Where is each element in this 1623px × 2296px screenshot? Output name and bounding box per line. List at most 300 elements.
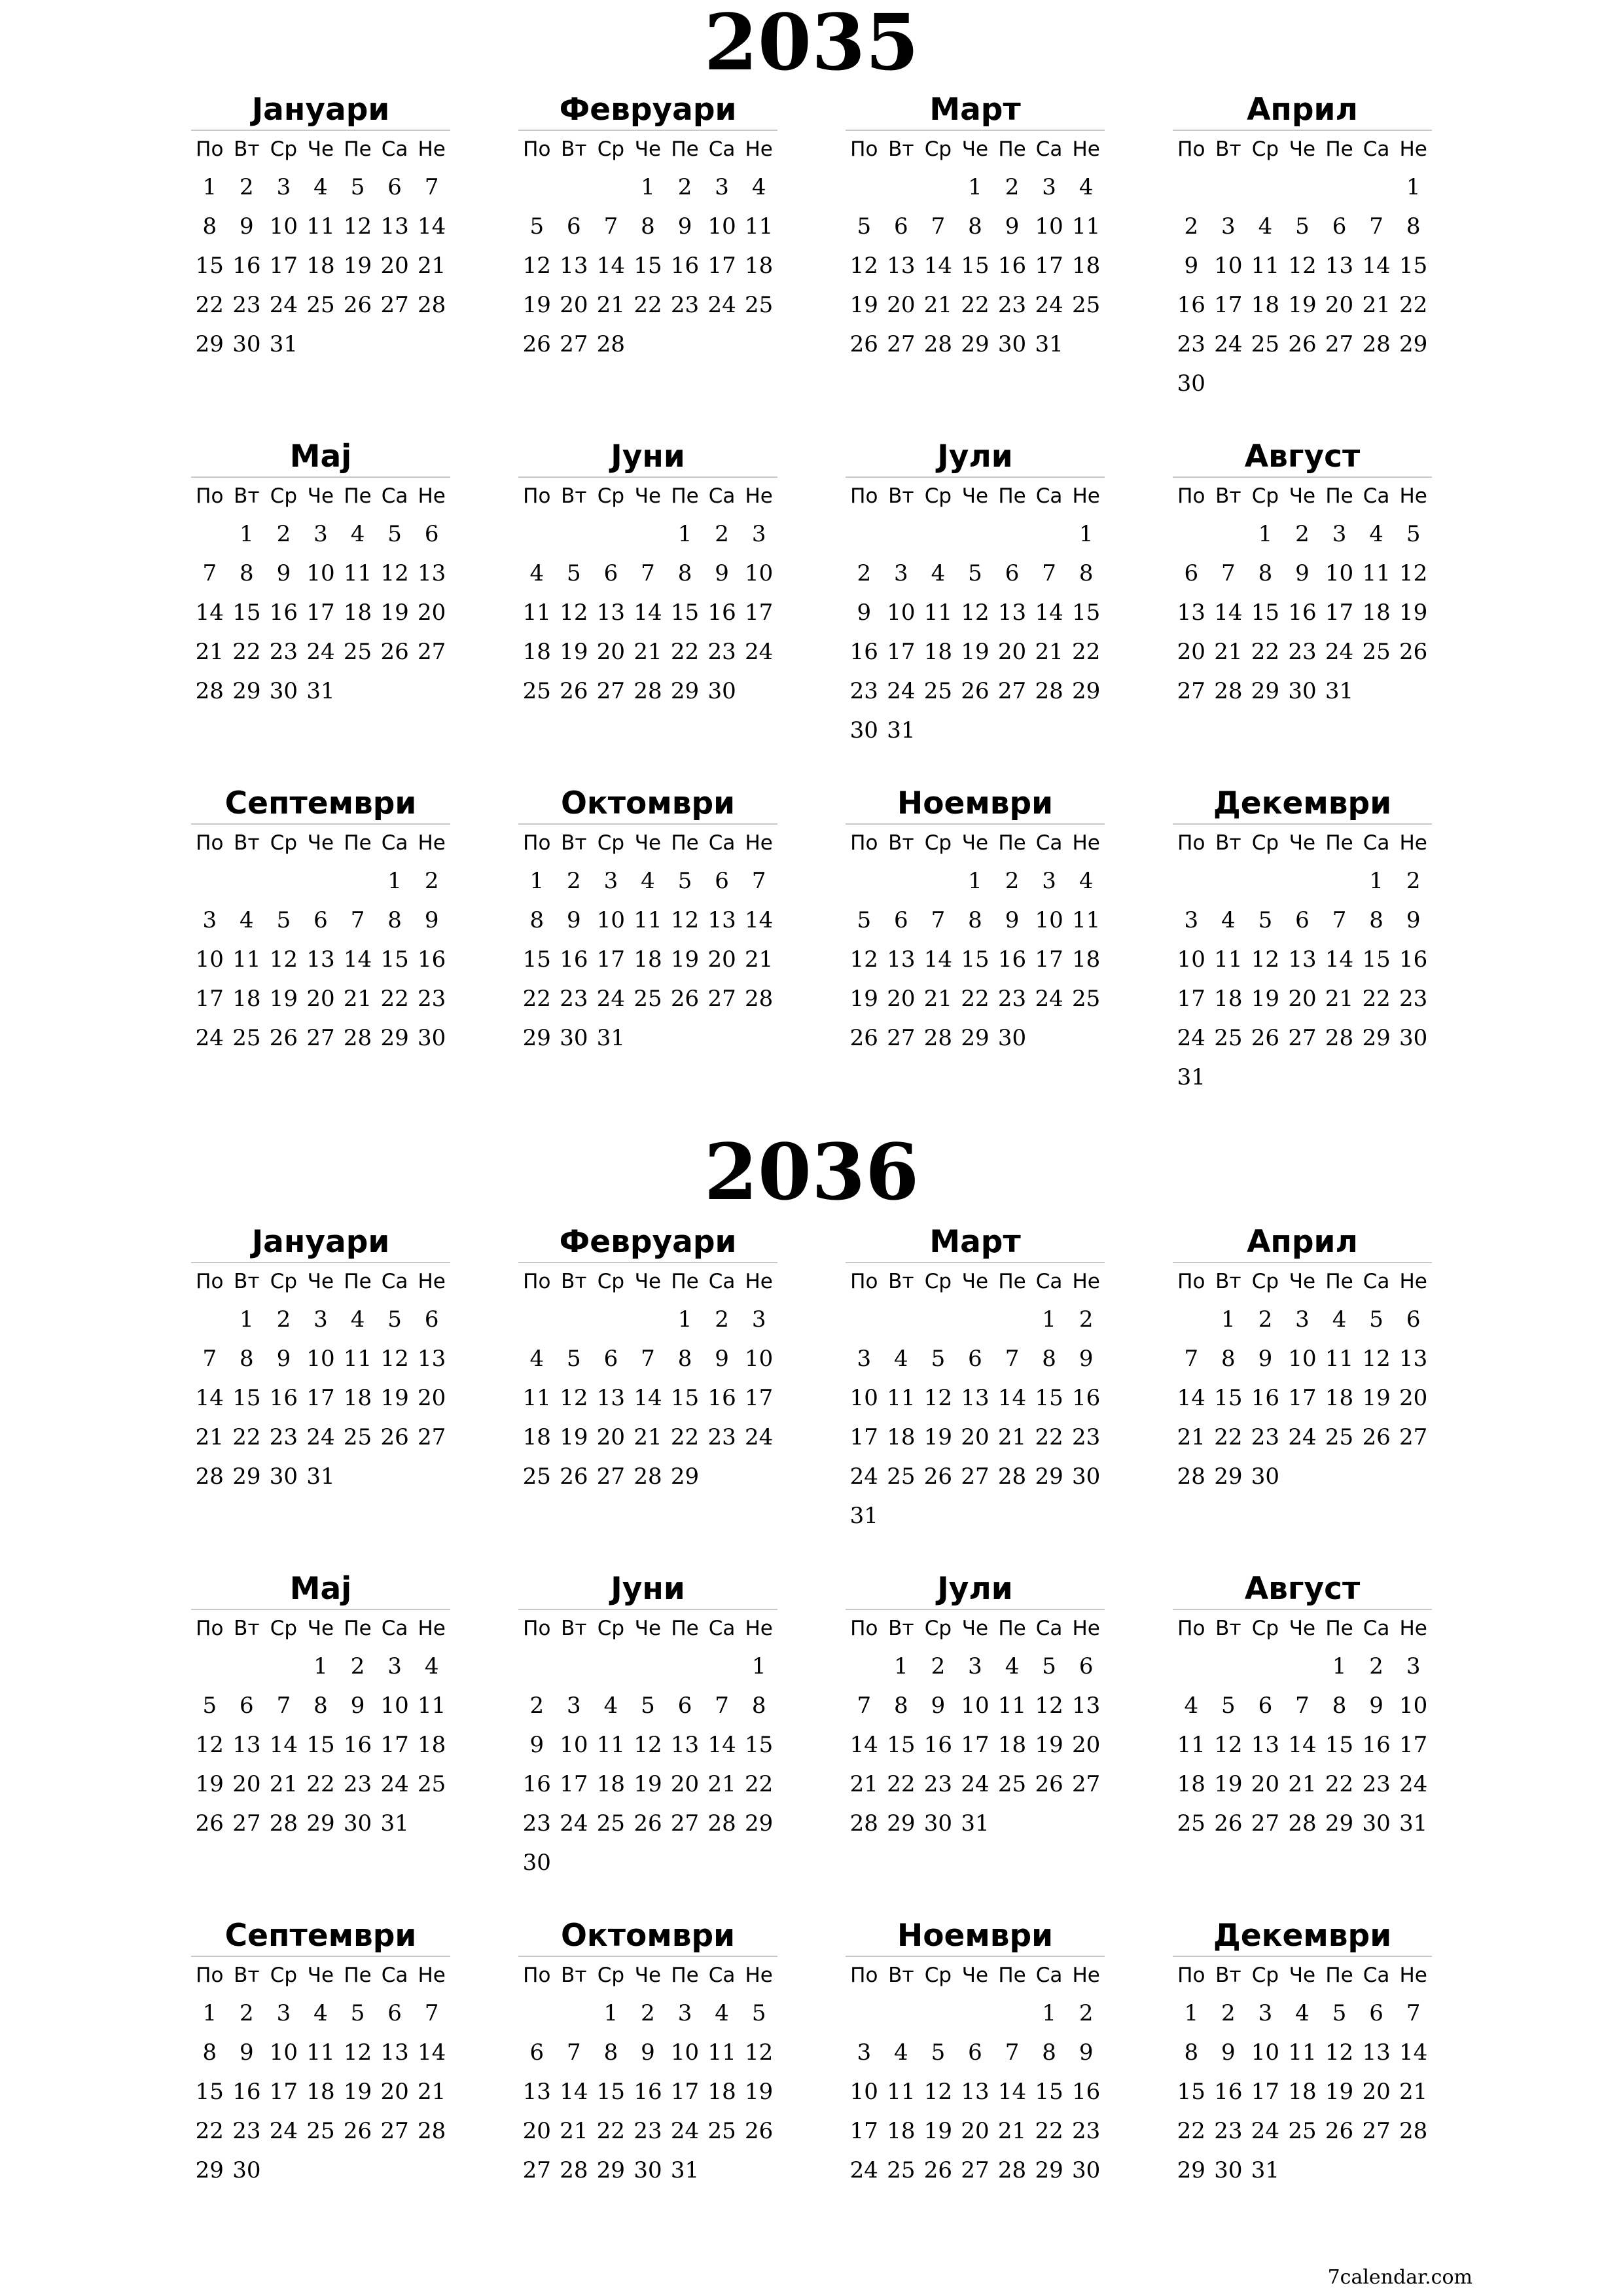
day-cell: 1 [1042, 2000, 1056, 2026]
weekday-label: Ср [924, 484, 952, 508]
day-cell: 22 [1035, 2118, 1063, 2144]
day-cell: 15 [670, 1385, 700, 1411]
day-cell: 10 [306, 560, 335, 586]
day-cell: 1 [1042, 1306, 1056, 1333]
day-cell: 12 [923, 1385, 953, 1411]
day-cell: 5 [350, 2000, 365, 2026]
day-cell: 27 [380, 2118, 409, 2144]
month-name: Јануари [191, 90, 450, 131]
day-cell: 2 [641, 2000, 655, 2026]
day-cell: 25 [232, 1025, 261, 1051]
day-cell: 10 [596, 907, 626, 933]
day-cell: 15 [1251, 600, 1280, 626]
day-cell: 1 [529, 868, 544, 894]
week-row [1173, 1300, 1432, 1339]
day-cell: 29 [1035, 1463, 1063, 1490]
day-cell: 29 [1214, 1463, 1243, 1490]
month-name: Ноември [846, 1916, 1105, 1957]
day-cell: 29 [596, 2157, 626, 2183]
day-cell: 27 [1251, 1810, 1280, 1837]
day-cell: 27 [670, 1810, 700, 1837]
day-cell: 29 [1251, 678, 1280, 704]
day-cell: 16 [923, 1732, 953, 1758]
day-cell: 21 [923, 292, 953, 318]
day-cell: 14 [1362, 253, 1391, 279]
day-cell: 25 [745, 292, 774, 318]
day-cell: 8 [968, 907, 982, 933]
weekday-label: Пе [344, 831, 372, 855]
day-cell: 26 [961, 678, 990, 704]
week-row [191, 1765, 450, 1804]
week-row [1173, 672, 1432, 711]
day-cell: 23 [707, 1424, 736, 1450]
day-cell: 9 [1369, 1693, 1383, 1719]
day-cell: 16 [522, 1771, 551, 1797]
day-cell: 9 [1221, 2039, 1236, 2066]
day-cell: 18 [1072, 253, 1101, 279]
day-cell: 10 [1035, 213, 1063, 240]
day-cell: 16 [560, 946, 588, 973]
day-cell: 12 [1288, 253, 1317, 279]
day-cell: 7 [1369, 213, 1383, 240]
day-cell: 1 [240, 521, 254, 547]
month-calendar [191, 1916, 450, 2190]
week-row [1173, 325, 1432, 364]
weekday-label: Вт [234, 831, 260, 855]
day-cell: 6 [968, 1346, 982, 1372]
day-cell: 4 [894, 1346, 908, 1372]
week-row [191, 1804, 450, 1843]
day-cell: 11 [1288, 2039, 1317, 2066]
day-cell: 24 [745, 1424, 774, 1450]
day-cell: 21 [560, 2118, 588, 2144]
day-cell: 19 [961, 639, 990, 665]
day-cell: 13 [1072, 1693, 1101, 1719]
day-cell: 13 [306, 946, 335, 973]
weekday-label: Не [418, 484, 446, 508]
day-cell: 3 [1258, 2000, 1273, 2026]
day-cell: 30 [232, 2157, 261, 2183]
day-cell: 21 [849, 1771, 878, 1797]
day-cell: 11 [1251, 253, 1280, 279]
weekday-label: Че [634, 484, 662, 508]
day-cell: 1 [387, 868, 402, 894]
day-cell: 29 [1035, 2157, 1063, 2183]
day-cell: 29 [1399, 331, 1428, 357]
day-cell: 19 [745, 2079, 774, 2105]
day-cell: 15 [1362, 946, 1391, 973]
day-cell: 11 [418, 1693, 446, 1719]
day-cell: 21 [1325, 986, 1354, 1012]
day-cell: 30 [1251, 1463, 1280, 1490]
day-cell: 28 [1214, 678, 1243, 704]
week-row [518, 1378, 777, 1418]
day-cell: 24 [1251, 2118, 1280, 2144]
day-cell: 21 [997, 2118, 1027, 2144]
day-cell: 5 [202, 1693, 217, 1719]
weekday-header [518, 1263, 777, 1300]
day-cell: 27 [961, 1463, 990, 1490]
day-cell: 21 [596, 292, 626, 318]
weekday-label: Вт [234, 1964, 260, 1987]
day-cell: 24 [849, 2157, 878, 2183]
day-cell: 1 [641, 174, 655, 200]
month-calendar [1173, 437, 1432, 711]
month-calendar [191, 1223, 450, 1496]
day-cell: 28 [343, 1025, 372, 1051]
day-cell: 22 [195, 292, 224, 318]
day-cell: 8 [1258, 560, 1273, 586]
weekday-label: По [1177, 137, 1205, 161]
day-cell: 24 [596, 986, 626, 1012]
day-cell: 21 [1288, 1771, 1317, 1797]
day-cell: 8 [677, 1346, 692, 1372]
day-cell: 19 [1035, 1732, 1063, 1758]
day-cell: 11 [1072, 907, 1101, 933]
weekday-label: По [523, 1617, 551, 1640]
month-name: Јуни [518, 437, 777, 478]
week-row [1173, 1647, 1432, 1686]
weekday-label: По [196, 137, 224, 161]
day-cell: 29 [961, 331, 990, 357]
day-cell: 4 [1079, 174, 1094, 200]
weekday-label: Не [745, 484, 773, 508]
day-cell: 14 [418, 2039, 446, 2066]
day-cell: 5 [641, 1693, 655, 1719]
weekday-header [518, 478, 777, 514]
weekday-label: Че [961, 1964, 989, 1987]
day-cell: 29 [1177, 2157, 1205, 2183]
week-row [518, 1994, 777, 2033]
day-cell: 24 [306, 639, 335, 665]
weekday-label: Вт [1215, 1617, 1241, 1640]
week-row [518, 325, 777, 364]
day-cell: 8 [202, 2039, 217, 2066]
week-row [191, 207, 450, 246]
day-cell: 21 [1362, 292, 1391, 318]
day-cell: 12 [1251, 946, 1280, 973]
day-cell: 26 [1035, 1771, 1063, 1797]
day-cell: 19 [195, 1771, 224, 1797]
day-cell: 14 [707, 1732, 736, 1758]
month-name: Јули [846, 437, 1105, 478]
day-cell: 26 [560, 678, 588, 704]
month-name: Септември [191, 1916, 450, 1957]
day-cell: 1 [1221, 1306, 1236, 1333]
day-cell: 26 [380, 639, 409, 665]
week-row [191, 1018, 450, 1058]
week-row [518, 1018, 777, 1058]
week-row [518, 1339, 777, 1378]
week-row [846, 2033, 1105, 2072]
day-cell: 28 [269, 1810, 298, 1837]
day-cell: 31 [1325, 678, 1354, 704]
day-cell: 17 [596, 946, 626, 973]
day-cell: 22 [1177, 2118, 1205, 2144]
day-cell: 22 [1325, 1771, 1354, 1797]
day-cell: 14 [633, 600, 662, 626]
weekday-label: По [1177, 831, 1205, 855]
day-cell: 6 [1079, 1653, 1094, 1679]
day-cell: 20 [418, 600, 446, 626]
day-cell: 19 [343, 2079, 372, 2105]
day-cell: 17 [1325, 600, 1354, 626]
day-cell: 22 [380, 986, 409, 1012]
day-cell: 10 [849, 2079, 878, 2105]
day-cell: 5 [857, 213, 872, 240]
day-cell: 20 [596, 639, 626, 665]
day-cell: 22 [1399, 292, 1428, 318]
weekday-label: По [850, 1964, 878, 1987]
day-cell: 26 [633, 1810, 662, 1837]
weekday-label: Вт [888, 137, 914, 161]
weekday-label: Не [418, 1964, 446, 1987]
week-row [518, 1300, 777, 1339]
day-cell: 9 [276, 560, 291, 586]
day-cell: 23 [269, 1424, 298, 1450]
day-cell: 19 [1251, 986, 1280, 1012]
day-cell: 16 [1362, 1732, 1391, 1758]
day-cell: 15 [232, 1385, 261, 1411]
day-cell: 25 [1251, 331, 1280, 357]
weekday-label: Са [1363, 484, 1390, 508]
day-cell: 11 [306, 2039, 335, 2066]
day-cell: 8 [641, 213, 655, 240]
day-cell: 7 [931, 213, 946, 240]
week-row [191, 1647, 450, 1686]
day-cell: 23 [1214, 2118, 1243, 2144]
weekday-header [846, 131, 1105, 168]
month-calendar [1173, 90, 1432, 403]
day-cell: 15 [596, 2079, 626, 2105]
day-cell: 19 [633, 1771, 662, 1797]
week-row [846, 711, 1105, 750]
day-cell: 11 [1177, 1732, 1205, 1758]
day-cell: 11 [306, 213, 335, 240]
day-cell: 13 [1325, 253, 1354, 279]
month-calendar [846, 90, 1105, 364]
day-cell: 14 [269, 1732, 298, 1758]
day-cell: 26 [560, 1463, 588, 1490]
day-cell: 2 [240, 174, 254, 200]
day-cell: 19 [522, 292, 551, 318]
day-cell: 29 [1072, 678, 1101, 704]
day-cell: 22 [961, 292, 990, 318]
day-cell: 3 [276, 174, 291, 200]
day-cell: 8 [677, 560, 692, 586]
day-cell: 13 [1177, 600, 1205, 626]
day-cell: 13 [961, 1385, 990, 1411]
day-cell: 7 [424, 2000, 439, 2026]
weekday-label: Че [961, 1617, 989, 1640]
weekday-label: Ср [270, 831, 298, 855]
week-row [518, 632, 777, 672]
day-cell: 26 [923, 2157, 953, 2183]
weekday-label: Пе [671, 1617, 699, 1640]
weekday-header [191, 1263, 450, 1300]
day-cell: 25 [522, 1463, 551, 1490]
day-cell: 6 [1258, 1693, 1273, 1719]
day-cell: 24 [1214, 331, 1243, 357]
day-cell: 26 [343, 292, 372, 318]
weekday-label: Че [634, 137, 662, 161]
day-cell: 17 [961, 1732, 990, 1758]
day-cell: 3 [387, 1653, 402, 1679]
day-cell: 19 [923, 2118, 953, 2144]
day-cell: 31 [670, 2157, 700, 2183]
weekday-label: Ср [270, 484, 298, 508]
weekday-label: Са [1035, 831, 1063, 855]
day-cell: 18 [343, 1385, 372, 1411]
week-row [191, 940, 450, 979]
weekday-label: Са [708, 484, 736, 508]
weekday-label: По [1177, 484, 1205, 508]
day-cell: 22 [670, 1424, 700, 1450]
day-cell: 9 [931, 1693, 946, 1719]
weekday-label: По [523, 137, 551, 161]
day-cell: 31 [1035, 331, 1063, 357]
weekday-label: Вт [1215, 1964, 1241, 1987]
weekday-label: Ср [597, 1617, 625, 1640]
day-cell: 21 [195, 1424, 224, 1450]
weekday-label: По [196, 484, 224, 508]
week-row [191, 901, 450, 940]
week-row [846, 2111, 1105, 2151]
day-cell: 17 [1035, 946, 1063, 973]
day-cell: 18 [1288, 2079, 1317, 2105]
day-cell: 1 [1184, 2000, 1199, 2026]
day-cell: 20 [596, 1424, 626, 1450]
day-cell: 20 [1325, 292, 1354, 318]
day-cell: 17 [306, 1385, 335, 1411]
day-cell: 25 [306, 292, 335, 318]
day-cell: 18 [306, 253, 335, 279]
weekday-header [1173, 825, 1432, 861]
week-row [1173, 901, 1432, 940]
weekday-label: Не [418, 137, 446, 161]
day-cell: 15 [522, 946, 551, 973]
day-cell: 27 [1399, 1424, 1428, 1450]
day-cell: 28 [849, 1810, 878, 1837]
day-cell: 1 [1258, 521, 1273, 547]
day-cell: 4 [1332, 1306, 1347, 1333]
day-cell: 9 [1184, 253, 1199, 279]
day-cell: 19 [1362, 1385, 1391, 1411]
weekday-label: Ср [924, 1617, 952, 1640]
day-cell: 23 [1251, 1424, 1280, 1450]
day-cell: 18 [745, 253, 774, 279]
week-row [518, 1686, 777, 1725]
week-row [846, 1994, 1105, 2033]
weekday-label: Ср [270, 1617, 298, 1640]
day-cell: 5 [968, 560, 982, 586]
day-cell: 22 [1214, 1424, 1243, 1450]
day-cell: 20 [1399, 1385, 1428, 1411]
weekday-label: Пе [1325, 1964, 1353, 1987]
day-cell: 29 [522, 1025, 551, 1051]
month-calendar [518, 90, 777, 364]
day-cell: 4 [424, 1653, 439, 1679]
day-cell: 15 [961, 946, 990, 973]
week-row [1173, 1994, 1432, 2033]
day-cell: 6 [387, 174, 402, 200]
day-cell: 31 [887, 717, 916, 744]
day-cell: 12 [560, 600, 588, 626]
day-cell: 21 [418, 2079, 446, 2105]
day-cell: 10 [961, 1693, 990, 1719]
month-name: Април [1173, 1223, 1432, 1263]
day-cell: 28 [923, 1025, 953, 1051]
month-calendar [846, 1223, 1105, 1535]
day-cell: 23 [1399, 986, 1428, 1012]
day-cell: 30 [849, 717, 878, 744]
day-cell: 6 [1369, 2000, 1383, 2026]
day-cell: 13 [232, 1732, 261, 1758]
day-cell: 4 [350, 1306, 365, 1333]
week-row [1173, 1058, 1432, 1097]
day-cell: 11 [596, 1732, 626, 1758]
week-row [846, 325, 1105, 364]
day-cell: 23 [232, 292, 261, 318]
day-cell: 30 [1177, 370, 1205, 397]
day-cell: 28 [596, 331, 626, 357]
week-row [1173, 285, 1432, 325]
weekday-label: Вт [1215, 137, 1241, 161]
day-cell: 8 [1221, 1346, 1236, 1372]
week-row [191, 593, 450, 632]
day-cell: 12 [522, 253, 551, 279]
day-cell: 27 [232, 1810, 261, 1837]
day-cell: 18 [522, 1424, 551, 1450]
day-cell: 9 [1295, 560, 1310, 586]
day-cell: 20 [522, 2118, 551, 2144]
day-cell: 5 [751, 2000, 766, 2026]
weekday-label: Са [708, 831, 736, 855]
day-cell: 25 [1362, 639, 1391, 665]
day-cell: 10 [1177, 946, 1205, 973]
weekday-label: Че [307, 137, 334, 161]
day-cell: 16 [1399, 946, 1428, 973]
week-row [846, 514, 1105, 554]
weekday-header [846, 478, 1105, 514]
day-cell: 11 [887, 1385, 916, 1411]
day-cell: 24 [306, 1424, 335, 1450]
month-calendar [191, 437, 450, 711]
weekday-header [1173, 1263, 1432, 1300]
week-row [1173, 2072, 1432, 2111]
week-row [846, 672, 1105, 711]
day-cell: 21 [1035, 639, 1063, 665]
day-cell: 21 [633, 1424, 662, 1450]
week-row [518, 1418, 777, 1457]
day-cell: 28 [1399, 2118, 1428, 2144]
week-row [1173, 364, 1432, 403]
day-cell: 6 [677, 1693, 692, 1719]
day-cell: 5 [276, 907, 291, 933]
day-cell: 29 [961, 1025, 990, 1051]
day-cell: 17 [745, 600, 774, 626]
day-cell: 23 [923, 1771, 953, 1797]
day-cell: 12 [745, 2039, 774, 2066]
day-cell: 25 [1072, 292, 1101, 318]
day-cell: 31 [306, 1463, 335, 1490]
week-row [191, 2151, 450, 2190]
week-row [1173, 1418, 1432, 1457]
weekday-label: По [850, 137, 878, 161]
day-cell: 28 [745, 986, 774, 1012]
day-cell: 27 [596, 678, 626, 704]
weekday-label: Че [307, 1964, 334, 1987]
